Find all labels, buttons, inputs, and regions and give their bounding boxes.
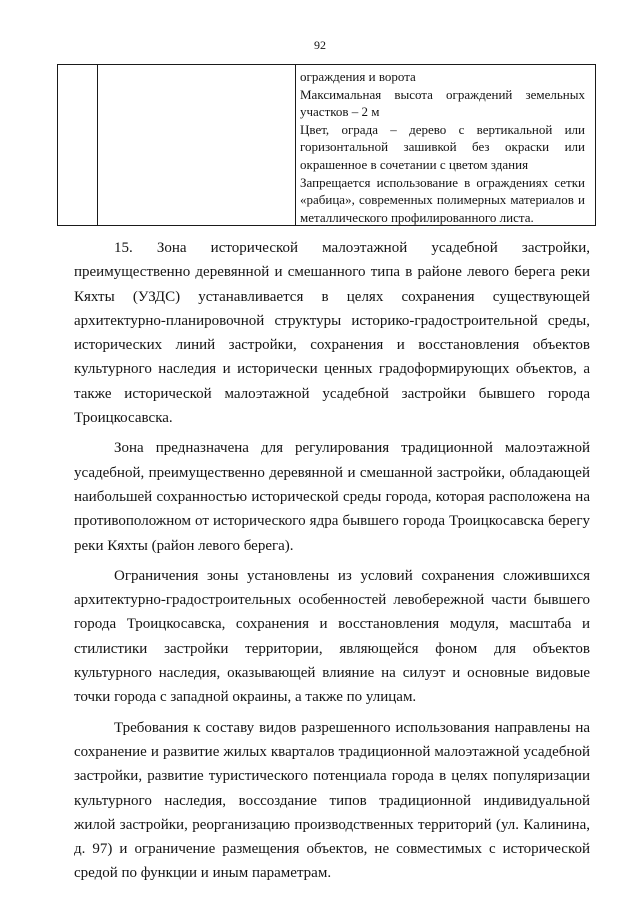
- paragraph-zone-15: 15. Зона исторической малоэтажной усадебной застройки, преимущественно деревянной и смешанного типа в районе левого берега реки Кяхты (УЗДС) устанавливается в целях сохранения существующей архитектурно-планировочной структуры историко-градостроительной среды, исторических линий застройки, сохранения и восстановления объектов культурного наследия и исторически ценных градоформирующих объектов, а также исторической малоэтажной усадебной застройки бывшего города Троицкосавска.: [74, 240, 590, 427]
- paragraph-zone-purpose: Зона предназначена для регулирования традиционной малоэтажной усадебной, преимущественно деревянной и смешанной застройки, обладающей наибольшей сохранностью исторической среды города, которая расположена на противоположном от исторического ядра бывшего города Троицкосавска берегу реки Кяхты (район левого берега).: [74, 440, 590, 554]
- table-cell-line: Запрещается использование в ограждениях сетки: [300, 174, 585, 190]
- body-text: [74, 236, 590, 886]
- table-cell-line: металлического профилированного листа.: [300, 209, 534, 225]
- table-column-divider: [97, 64, 98, 226]
- table-cell-line: ограждения и ворота: [300, 69, 416, 84]
- table-cell-text: [300, 68, 585, 226]
- paragraph-zone-requirements: Требования к составу видов разрешенного использования направлены на сохранение и развитие жилых кварталов традиционной малоэтажной усадебной застройки, развитие туристического потенциала города в целях популяризации культурного наследия, воссоздание типов традиционной индивидуальной жилой застройки, реорганизацию производственных территорий (ул. Калинина, д. 97) и ограничение размещения объектов, не совместимых с исторической средой по функции и иным параметрам.: [74, 719, 590, 882]
- table-cell-line: Максимальная высота ограждений земельных: [300, 86, 585, 102]
- table-cell-line: горизонтальной зашивкой без окраски или: [300, 139, 585, 155]
- page-number: 92: [314, 38, 326, 52]
- paragraph-zone-restrictions: Ограничения зоны установлены из условий сохранения сложившихся архитектурно-градостроительных особенностей левобережной части бывшего города Троицкосавска, сохранения и восстановления модуля, масштаба и стилистики застройки территории, являющейся фоном для объектов культурного наследия, оказывающей влияние на силуэт и основные видовые точки города с западной окраины, а также по улицам.: [74, 567, 590, 706]
- table-cell-line: участков – 2 м: [300, 104, 380, 120]
- table-border-right: [595, 64, 596, 226]
- table-fragment: [58, 64, 596, 226]
- table-column-divider: [295, 64, 296, 226]
- table-cell-line: окрашенное в сочетании с цветом здания: [300, 156, 529, 172]
- table-border-left: [57, 64, 58, 226]
- table-cell-line: «рабица», современных полимерных материалов и: [300, 192, 585, 208]
- table-cell-line: Цвет, ограда – дерево с вертикальной или: [300, 121, 585, 137]
